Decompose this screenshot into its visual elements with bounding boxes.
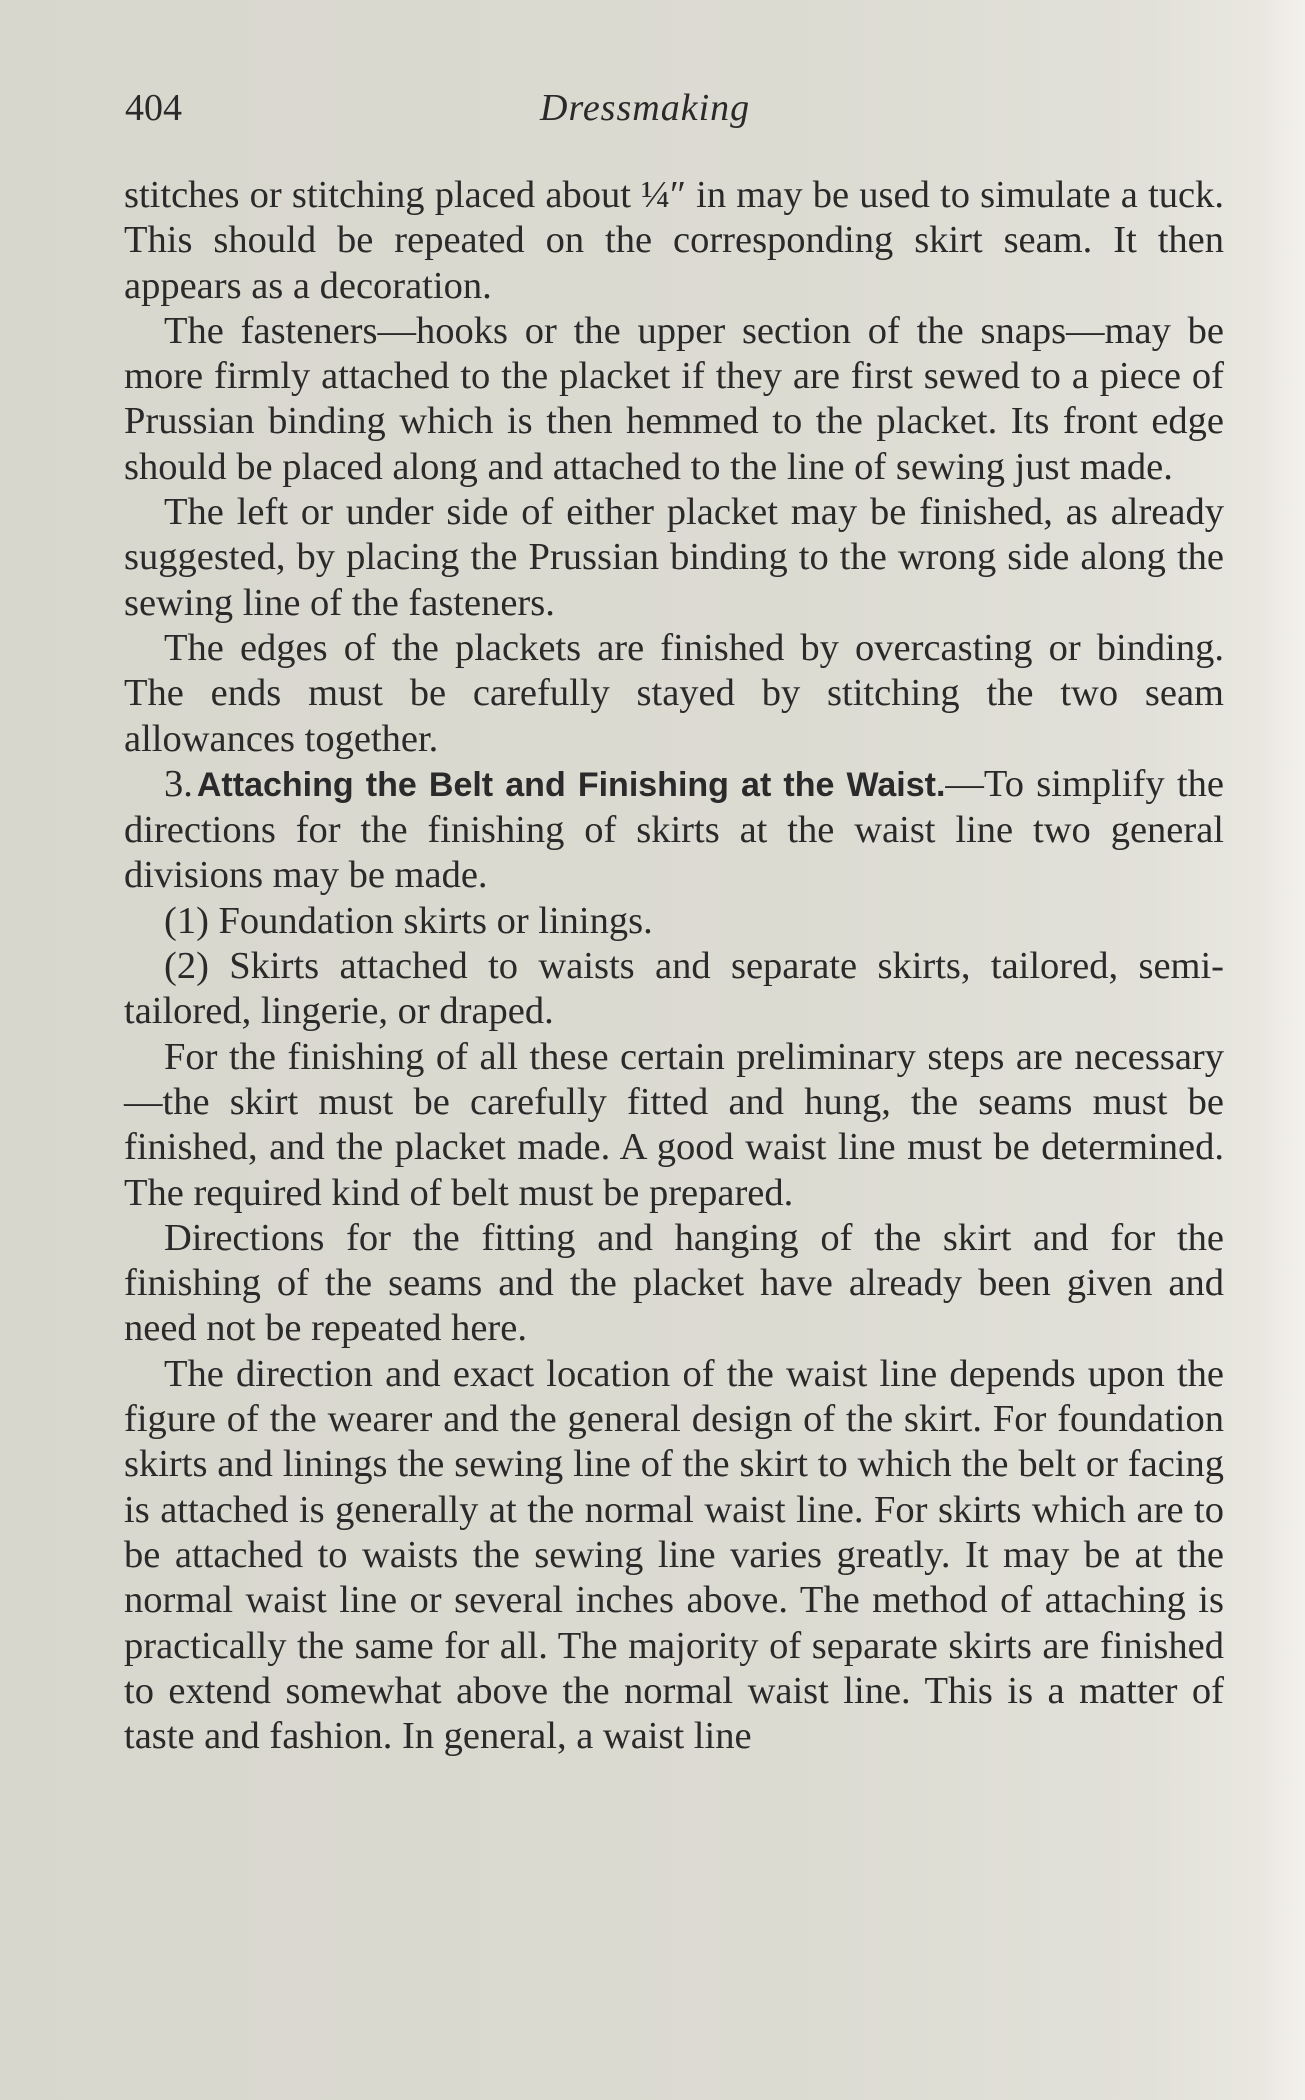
paragraph-preliminary-steps: For the finishing of all these certain preliminary steps are necessary—the skirt must be carefully fitted and hung, the seams must be finished, and the placket made. A good waist line must be determined. The required kind of belt must be prepared.: [124, 1035, 1224, 1214]
list-item-foundation: (1) Foundation skirts or linings.: [164, 899, 653, 942]
page-edge-shading: [1265, 0, 1305, 2100]
paragraph-fasteners: The fasteners—hooks or the upper section of the snaps—may be more firmly attached to the placket if they are first sewed to a piece of Prussian binding which is then hemmed to the placket. Its front edge should be placed along and attached to the line of sewing just made.: [124, 309, 1224, 488]
list-item-skirts: (2) Skirts attached to waists and separate skirts, tailored, semi-tailored, lingerie, or draped.: [124, 945, 1224, 1033]
paragraph-directions: Directions for the fitting and hanging of the skirt and for the finishing of the seams and the placket have already been given and need not be repeated here.: [124, 1216, 1224, 1350]
section-number: 3.: [164, 762, 193, 805]
section-intro: —To simplify the directions for the finishing of skirts at the waist line two general divisions may be made.: [124, 762, 1224, 897]
section-heading: Attaching the Belt and Finishing at the Waist.: [196, 765, 946, 804]
paragraph-continued: stitches or stitching placed about ¼″ in may be used to simulate a tuck. This should be repeated on the corresponding skirt seam. It then appears as a decoration.: [124, 174, 1224, 307]
paragraph-waist-line: The direction and exact location of the waist line depends upon the figure of the wearer and the general design of the skirt. For foundation skirts and linings the sewing line of the skirt to which the belt or facing is attached is generally at the normal waist line. For skirts which are to be attached to waists the sewing line varies greatly. It may be at the normal waist line or several inches above. The method of attaching is practically the same for all. The majority of separate skirts are finished to extend somewhat above the normal waist line. This is a matter of taste and fashion. In general, a waist line: [124, 1352, 1224, 1758]
paragraph-left-side: The left or under side of either placket may be finished, as already suggested, by placing the Prussian binding to the wrong side along the sewing line of the fasteners.: [124, 491, 1224, 624]
paragraph-section-heading: [124, 762, 1224, 899]
running-head: [125, 78, 1225, 138]
body-text: [124, 173, 1224, 1759]
page-number: 404: [125, 87, 182, 129]
paragraph-placket-edges: The edges of the plackets are finished by overcasting or binding. The ends must be carefully stayed by stitching the two seam allowances together.: [124, 626, 1224, 760]
running-title: Dressmaking: [540, 87, 751, 129]
